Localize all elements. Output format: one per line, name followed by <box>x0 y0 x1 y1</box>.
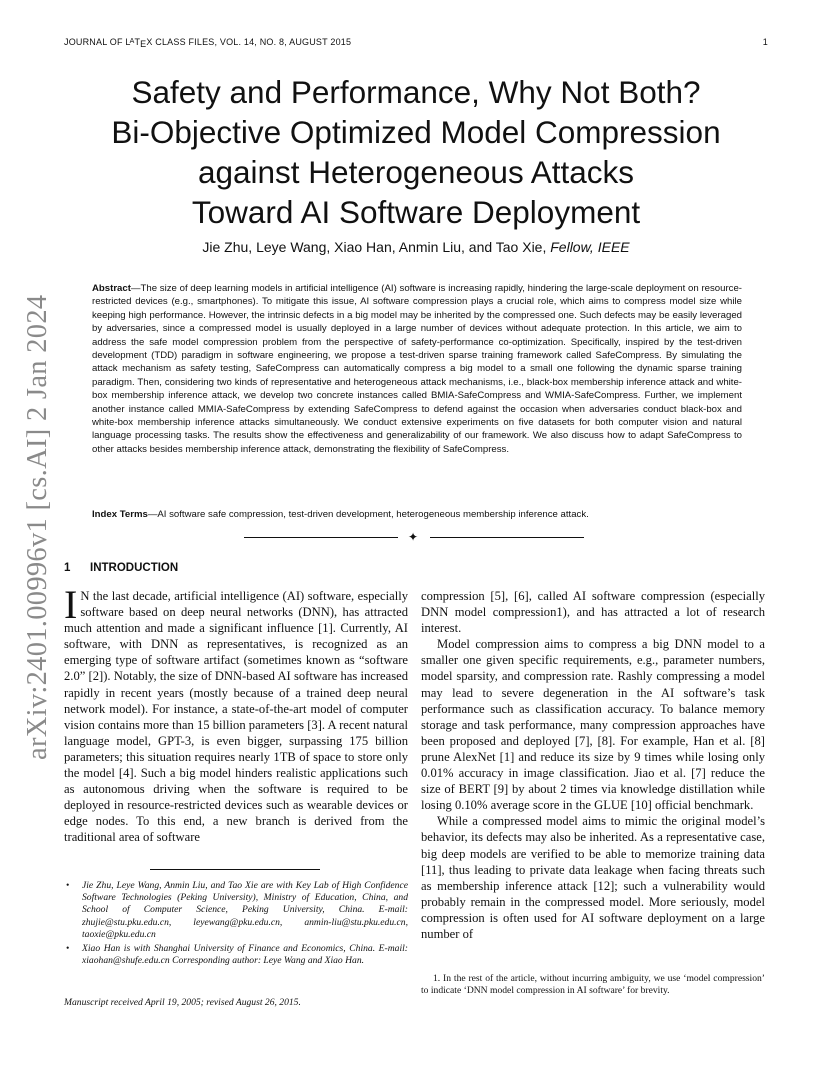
paper-title <box>90 72 742 232</box>
footnote-item: • Jie Zhu, Leye Wang, Anmin Liu, and Tao Xie are with Key Lab of High Confidence Software Technologies (Peking University), Ministry of Education, China, and School of Computer Science, Peking University, China. E-mail: zhujie@stu.pku.edu.cn, leyewang@pku.edu.cn, anmin-liu@stu.pku.edu.cn, taoxie@pku.edu.cn <box>82 880 408 941</box>
footnote-rule <box>150 869 320 870</box>
intro-paragraph: compression [5], [6], called AI software compression (especially DNN model compression1), and has attracted a lot of research interest. <box>421 589 765 636</box>
diamond-icon: ✦ <box>408 530 419 544</box>
index-terms-text: —AI software safe compression, test-driven development, heterogeneous membership inference attack. <box>147 509 589 520</box>
author-footnotes <box>64 880 408 969</box>
running-head <box>64 37 768 47</box>
column-right <box>421 588 765 942</box>
abstract-label: Abstract <box>92 283 131 294</box>
intro-paragraph <box>64 582 408 846</box>
manuscript-note: Manuscript received April 19, 2005; revised August 26, 2015. <box>64 997 301 1008</box>
arxiv-stamp: arXiv:2401.00996v1 [cs.AI] 2 Jan 2024 <box>22 294 53 760</box>
section-number: 1 <box>64 562 71 574</box>
abstract-text: —The size of deep learning models in artificial intelligence (AI) software is increasing rapidly, hindering the large-scale deployment on resource-restricted devices (e.g., smartphones). To mitigate this issue, AI software compression plays a crucial role, which aims to compress model size while keeping high performance. However, the intrinsic defects in a big model may be inherited by the compressed one. Such defects may be easily leveraged by adversaries, since a compressed model is usually deployed in a large number of devices without adequate protection. In this article, we aim to address the safe model compression problem from the perspective of safety-performance co-optimization. Specifically, inspired by the test-driven development (TDD) paradigm in software engineering, we propose a test-driven sparse training framework called SafeCompress. By simulating the attack mechanism as safety testing, SafeCompress can automatically compress a big model to a small one following the dynamic sparse training paradigm. Then, considering two kinds of representative and heterogeneous attack mechanisms, i.e., black-box membership inference attack and white-box membership inference attack, we develop two concrete instances called BMIA-SafeCompress and WMIA-SafeCompress. Further, we implement another instance called MMIA-SafeCompress by extending SafeCompress to defend against the occasion when adversaries conduct black-box and white-box membership inference attacks simultaneously. We conduct extensive experiments on five datasets for both computer vision and natural language processing tasks. The results show the effectiveness and generalizability of our framework. We also discuss how to adapt SafeCompress to other attacks besides membership inference attack, demonstrating the flexibility of SafeCompress. <box>92 283 742 455</box>
page-number: 1 <box>762 37 768 47</box>
intro-paragraph: Model compression aims to compress a big DNN model to a smaller one given specific requirements, e.g., parameter numbers, model sparsity, and compression rate. Rashly compressing a model may lead to severe degeneration in the AI software’s task performance such as classification accuracy. To balance memory storage and task performance, many compression approaches have been proposed and deployed [7], [8]. For example, Han et al. [8] prune AlexNet [1] and reduce its size by 9 times while losing only 0.01% accuracy in image classification. Jiao et al. [7] reduce the size of BERT [9] by about 2 times via knowledge distillation while losing 0.10% average score in the GLUE [10] official benchmark. <box>421 637 765 813</box>
drop-cap: I <box>64 582 78 627</box>
abstract <box>92 282 742 456</box>
intro-left-text: N the last decade, artificial intelligence (AI) software, especially software based on deep neural networks (DNN), has attracted much attention and made a significant influence [1]. Currently, AI software, with DNN as representatives, is recognized as an emerging type of software artifact (sometimes known as “software 2.0” [2]). Notably, the size of DNN-based AI software has increased rapidly in recent years (mostly because of a trained deep neural network model). For instance, a state-of-the-art model of computer vision contains more than 15 billion parameters [3]. A recent natural language model, GPT-3, is even bigger, surpassing 175 billion parameters; this situation requires nearly 1TB of space to store only the model [4]. Such a big model hinders realistic applications such as autonomous driving when the software is required to be deployed in resource-restricted devices such as wearable devices or edge nodes. To this end, a new branch is derived from the traditional area of software <box>64 589 408 845</box>
author-fellow: Fellow, IEEE <box>550 239 630 255</box>
index-terms-label: Index Terms <box>92 509 148 520</box>
title-line: against Heterogeneous Attacks <box>197 154 635 190</box>
author-list <box>90 239 742 255</box>
compression-footnote: 1. In the rest of the article, without incurring ambiguity, we use ‘model compression’ to indicate ‘DNN model compression in AI software’ for brevity. <box>421 973 765 997</box>
intro-paragraph: While a compressed model aims to mimic the original model’s behavior, its defects may also be inherited. As a representative case, big deep models are verified to be able to memorize training data [11], thus leading to private data leakage when facing threats such as membership inference attack [12]; such a vulnerability would probably remain in the compressed model. More seriously, model compression is often used for AI software deployment on a large number of <box>421 814 765 941</box>
footnote-item: • Xiao Han is with Shanghai University of Finance and Economics, China. E-mail: xiaohan@shufe.edu.cn Corresponding author: Leye Wang and Xiao Han. <box>82 943 408 967</box>
column-left <box>64 582 408 846</box>
divider-line-left <box>244 537 398 538</box>
section-title: INTRODUCTION <box>90 562 179 574</box>
title-line: Bi-Objective Optimized Model Compression <box>111 114 721 150</box>
section-divider <box>244 530 584 544</box>
divider-line-right <box>430 537 584 538</box>
author-names: Jie Zhu, Leye Wang, Xiao Han, Anmin Liu, and Tao Xie, <box>202 239 547 255</box>
section-heading <box>64 562 178 574</box>
title-line: Safety and Performance, Why Not Both? <box>131 74 701 110</box>
index-terms <box>92 509 742 520</box>
journal-name: JOURNAL OF $L^ATEX$ CLASS FILES, VOL. 14, NO. 8, AUGUST 2015 <box>64 37 352 49</box>
title-line: Toward AI Software Deployment <box>191 194 641 230</box>
